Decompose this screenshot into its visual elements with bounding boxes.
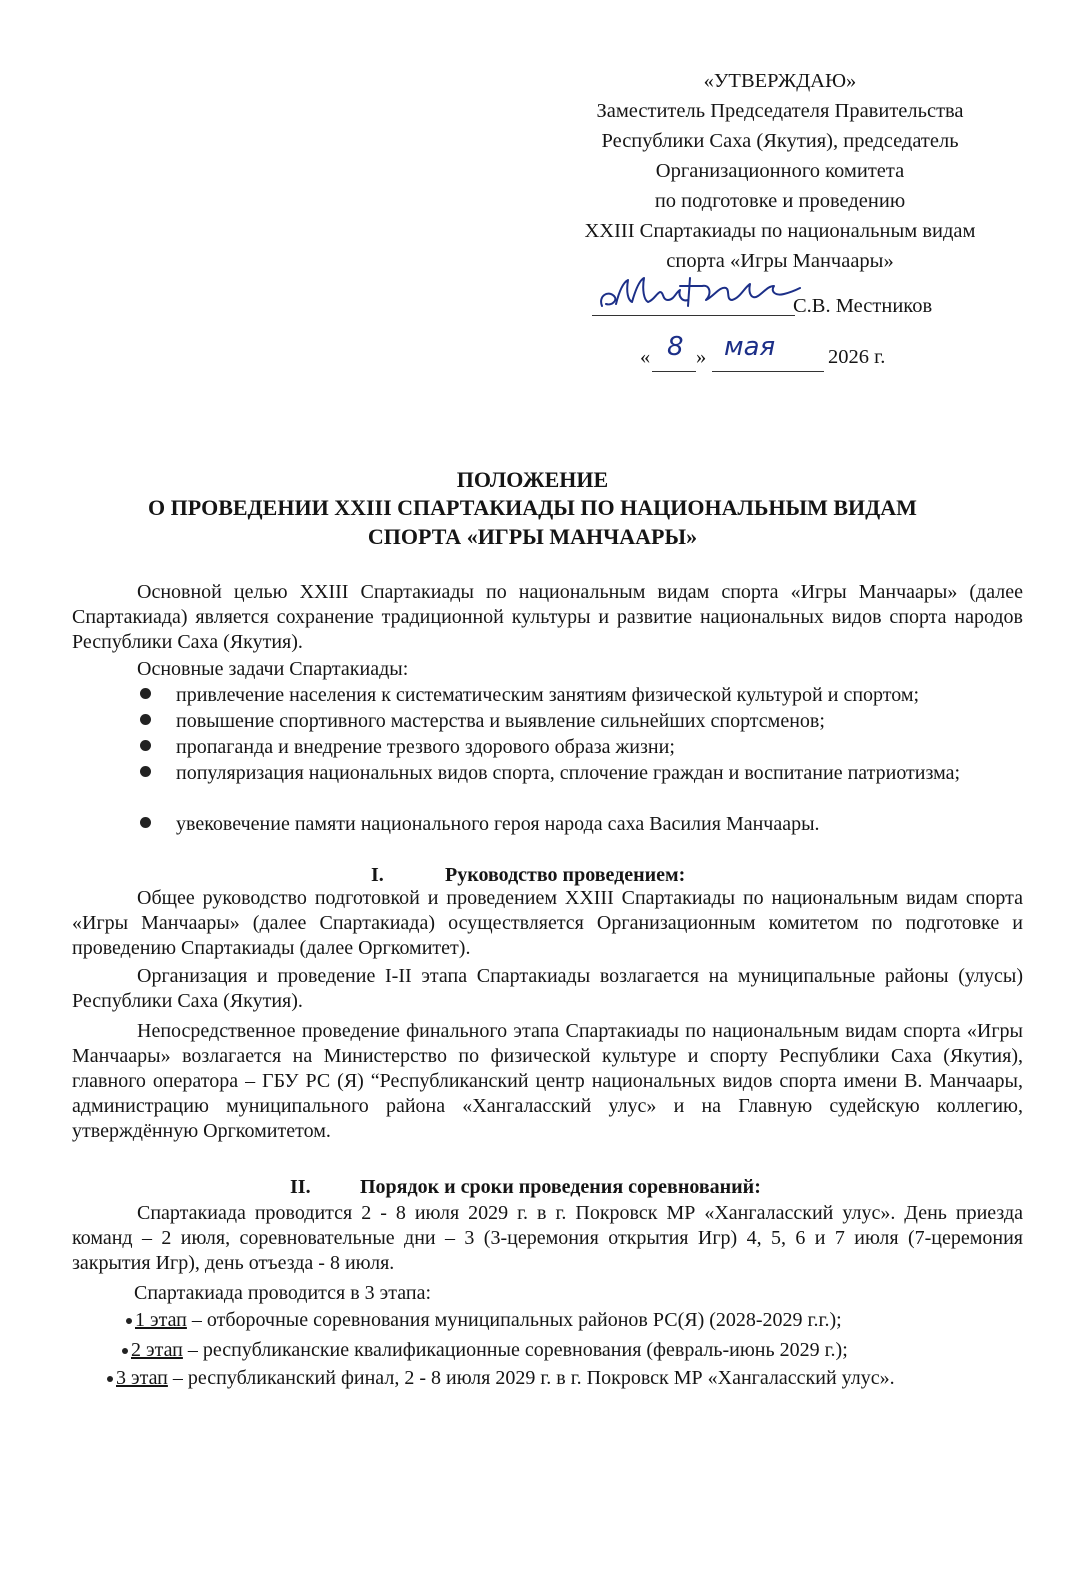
- section-2-title: Порядок и сроки проведения соревнований:: [360, 1176, 761, 1198]
- document-title: ПОЛОЖЕНИЕ: [456, 467, 609, 492]
- date-close-quote: »: [696, 346, 707, 368]
- bullet-icon: [126, 1318, 132, 1324]
- date-open-quote: «: [640, 346, 651, 368]
- stage-text: – республиканские квалификационные соревнования (февраль-июнь 2029 г.);: [182, 1339, 848, 1361]
- stage-label: 3 этап: [116, 1367, 168, 1389]
- approval-block: [545, 66, 1015, 276]
- section-1-paragraph: Общее руководство подготовкой и проведением XXIII Спартакиады по национальным видам спорта «Игры Манчаары» (далее Спартакиада) осуществляется Организационным комитетом по подготовке и проведению Спартакиады (далее Оргкомитет).: [72, 887, 1023, 959]
- stage-item: [126, 1308, 842, 1333]
- stage-item: [122, 1338, 848, 1363]
- task-item: популяризация национальных видов спорта, сплочение граждан и воспитание патриотизма;: [176, 762, 961, 784]
- bullet-icon: [140, 766, 151, 777]
- stages-heading: Спартакиада проводится в 3 этапа:: [134, 1282, 432, 1304]
- date-day-handwritten: 8: [667, 332, 684, 362]
- date-month-handwritten: мая: [724, 332, 776, 362]
- section-1-paragraph: Непосредственное проведение финального этапа Спартакиады по национальным видам спорта «Игры Манчаары» возлагается на Министерство по физической культуре и спорту Республики Саха (Якутия), главного оператора – ГБУ РС (Я) “Республиканский центр национальных видов спорта имени В. Манчаары, администрацию муниципального района «Хангаласский улус» и на Главную судейскую коллегию, утверждённую Оргкомитетом.: [72, 1020, 1023, 1142]
- section-1-title: Руководство проведением:: [445, 864, 686, 886]
- document-subtitle-line: СПОРТА «ИГРЫ МАНЧААРЫ»: [367, 524, 698, 549]
- approval-line: Организационного комитета: [655, 160, 905, 182]
- task-item: повышение спортивного мастерства и выявление сильнейших спортсменов;: [176, 710, 825, 732]
- signature-row: [592, 276, 992, 320]
- bullet-icon: [140, 817, 151, 828]
- stage-label: 1 этап: [135, 1309, 187, 1331]
- bullet-icon: [107, 1376, 113, 1382]
- approval-line: Республики Саха (Якутия), председатель: [601, 130, 959, 152]
- date-day-line: [652, 371, 696, 372]
- signatory-name: С.В. Местников: [793, 295, 933, 317]
- bullet-icon: [140, 688, 151, 699]
- section-1-number: I.: [371, 864, 384, 886]
- task-item: пропаганда и внедрение трезвого здорового образа жизни;: [176, 736, 675, 758]
- approval-date: [640, 332, 940, 381]
- section-2-paragraph: Спартакиада проводится 2 - 8 июля 2029 г. в г. Покровск МР «Хангаласский улус». День приезда команд – 2 июля, соревновательные дни – 3 (3-церемония открытия Игр) 4, 5, 6 и 7 июля (7-церемония закрытия Игр), день отъезда - 8 июля.: [72, 1202, 1023, 1274]
- stage-item: [107, 1366, 895, 1391]
- tasks-heading: Основные задачи Спартакиады:: [137, 658, 409, 680]
- section-1-paragraph: Организация и проведение I-II этапа Спартакиады возлагается на муниципальные районы (улусы) Республики Саха (Якутия).: [72, 965, 1023, 1012]
- bullet-icon: [122, 1348, 128, 1354]
- approval-line: Заместитель Председателя Правительства: [596, 100, 964, 122]
- stage-text: – отборочные соревнования муниципальных районов РС(Я) (2028-2029 г.г.);: [186, 1309, 842, 1331]
- signature-line: [592, 315, 795, 316]
- section-2-number: II.: [290, 1176, 311, 1198]
- task-item: увековечение памяти национального героя народа саха Василия Манчаары.: [176, 813, 820, 835]
- approval-line: спорта «Игры Манчаары»: [666, 250, 894, 272]
- task-item: привлечение населения к систематическим занятиям физической культурой и спортом;: [176, 684, 920, 706]
- intro-paragraph: Основной целью XXIII Спартакиады по национальным видам спорта «Игры Манчаары» (далее Спартакиада) является сохранение традиционной культуры и развитие национальных видов спорта народов Республики Саха (Якутия).: [72, 581, 1023, 653]
- date-month-line: [712, 371, 824, 372]
- document-subtitle-line: О ПРОВЕДЕНИИ XXIII СПАРТАКИАДЫ ПО НАЦИОНАЛЬНЫМ ВИДАМ: [148, 495, 917, 520]
- approval-line: по подготовке и проведению: [654, 190, 906, 212]
- bullet-icon: [140, 714, 151, 725]
- handwritten-signature: [594, 266, 804, 318]
- approval-line: XXIII Спартакиады по национальным видам: [584, 220, 976, 242]
- bullet-icon: [140, 740, 151, 751]
- stage-label: 2 этап: [131, 1339, 183, 1361]
- stage-text: – республиканский финал, 2 - 8 июля 2029 г. в г. Покровск МР «Хангаласский улус».: [167, 1367, 895, 1389]
- date-year: 2026 г.: [828, 346, 886, 368]
- approval-line: «УТВЕРЖДАЮ»: [703, 70, 857, 92]
